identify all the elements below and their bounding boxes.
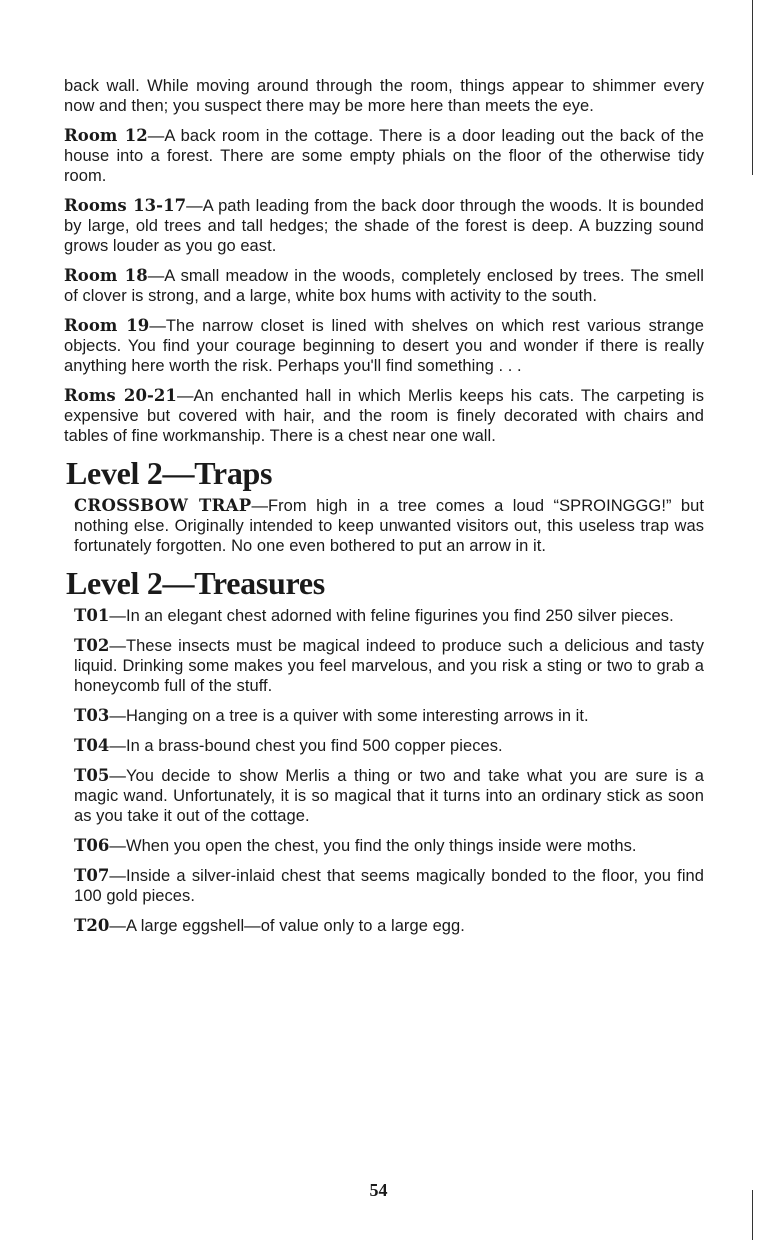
section-heading-traps: Level 2—Traps	[66, 455, 273, 491]
treasure-entry-t04	[64, 736, 704, 756]
treasure-entry-t07	[64, 866, 704, 906]
treasure-label: T03	[74, 706, 110, 725]
treasure-label: T07	[74, 866, 110, 885]
trap-text: —From high in a tree comes a loud “SPROINGGG!” but nothing else. Originally intended to keep unwanted visitors out, this useless trap was fortunately forgotten. No one even bothered to put an arrow in it.	[74, 497, 704, 555]
treasure-text: —You decide to show Merlis a thing or two and take what you are sure is a magic wand. Unfortunately, it is so magical that it turns into an ordinary stick as soon as you take it out of the cottage.	[74, 767, 704, 825]
trap-entry-crossbow	[64, 496, 704, 556]
scan-edge-line-bottom	[752, 1190, 754, 1240]
paragraph-room-11-continued	[64, 76, 704, 116]
treasure-entry-t01	[64, 606, 704, 626]
paragraph-text: back wall. While moving around through the room, things appear to shimmer every now and then; you suspect there may be more here than meets the eye.	[64, 77, 704, 115]
trap-label: CROSSBOW TRAP	[74, 496, 252, 515]
treasure-text: —When you open the chest, you find the only things inside were moths.	[109, 837, 637, 855]
room-label: Room 18	[64, 266, 148, 285]
treasure-entry-t20	[64, 916, 704, 936]
paragraph-rooms-20-21	[64, 386, 704, 446]
paragraph-text: —A path leading from the back door through the woods. It is bounded by large, old trees and tall hedges; the shade of the forest is deep. A buzzing sound grows louder as you go east.	[64, 197, 704, 255]
treasure-entry-t02	[64, 636, 704, 696]
treasure-label: T04	[74, 736, 110, 755]
paragraph-room-12	[64, 126, 704, 186]
room-label: Room 12	[64, 126, 148, 145]
page-number: 54	[369, 1180, 388, 1200]
treasure-label: T05	[74, 766, 110, 785]
paragraph-text: —A small meadow in the woods, completely enclosed by trees. The smell of clover is strong, and a large, white box hums with activity to the south.	[64, 267, 704, 305]
treasure-text: —These insects must be magical indeed to produce such a delicious and tasty liquid. Drinking some makes you feel marvelous, and you risk a sting or two to grab a honeycomb full of the stuff.	[74, 637, 704, 695]
treasure-text: —In a brass-bound chest you find 500 copper pieces.	[109, 737, 503, 755]
treasure-entry-t03	[64, 706, 704, 726]
treasure-text: —In an elegant chest adorned with feline figurines you find 250 silver pieces.	[109, 607, 674, 625]
room-label: Rooms 13-17	[64, 196, 187, 215]
treasure-entry-t06	[64, 836, 704, 856]
page-body	[64, 76, 704, 946]
paragraph-room-18	[64, 266, 704, 306]
paragraph-rooms-13-17	[64, 196, 704, 256]
treasure-label: T01	[74, 606, 110, 625]
treasure-text: —Inside a silver-inlaid chest that seems magically bonded to the floor, you find 100 gold pieces.	[74, 867, 704, 905]
paragraph-text: —The narrow closet is lined with shelves on which rest various strange objects. You find your courage beginning to desert you and wonder if there is really anything here worth the risk. Perhaps you'll find something . . .	[64, 317, 704, 375]
section-heading-treasures: Level 2—Treasures	[66, 565, 325, 601]
room-label: Room 19	[64, 316, 150, 335]
room-label: Roms 20-21	[64, 386, 177, 405]
paragraph-text: —An enchanted hall in which Merlis keeps his cats. The carpeting is expensive but covered with hair, and the room is finely decorated with chairs and tables of fine workmanship. There is a chest near one wall.	[64, 387, 704, 445]
paragraph-room-19	[64, 316, 704, 376]
treasure-label: T20	[74, 916, 110, 935]
treasure-label: T02	[74, 636, 110, 655]
scan-edge-line-top	[752, 0, 754, 175]
treasure-label: T06	[74, 836, 110, 855]
paragraph-text: —A back room in the cottage. There is a door leading out the back of the house into a forest. There are some empty phials on the floor of the otherwise tidy room.	[64, 127, 704, 185]
treasure-text: —A large eggshell—of value only to a large egg.	[109, 917, 465, 935]
treasure-entry-t05	[64, 766, 704, 826]
treasure-text: —Hanging on a tree is a quiver with some interesting arrows in it.	[109, 707, 589, 725]
